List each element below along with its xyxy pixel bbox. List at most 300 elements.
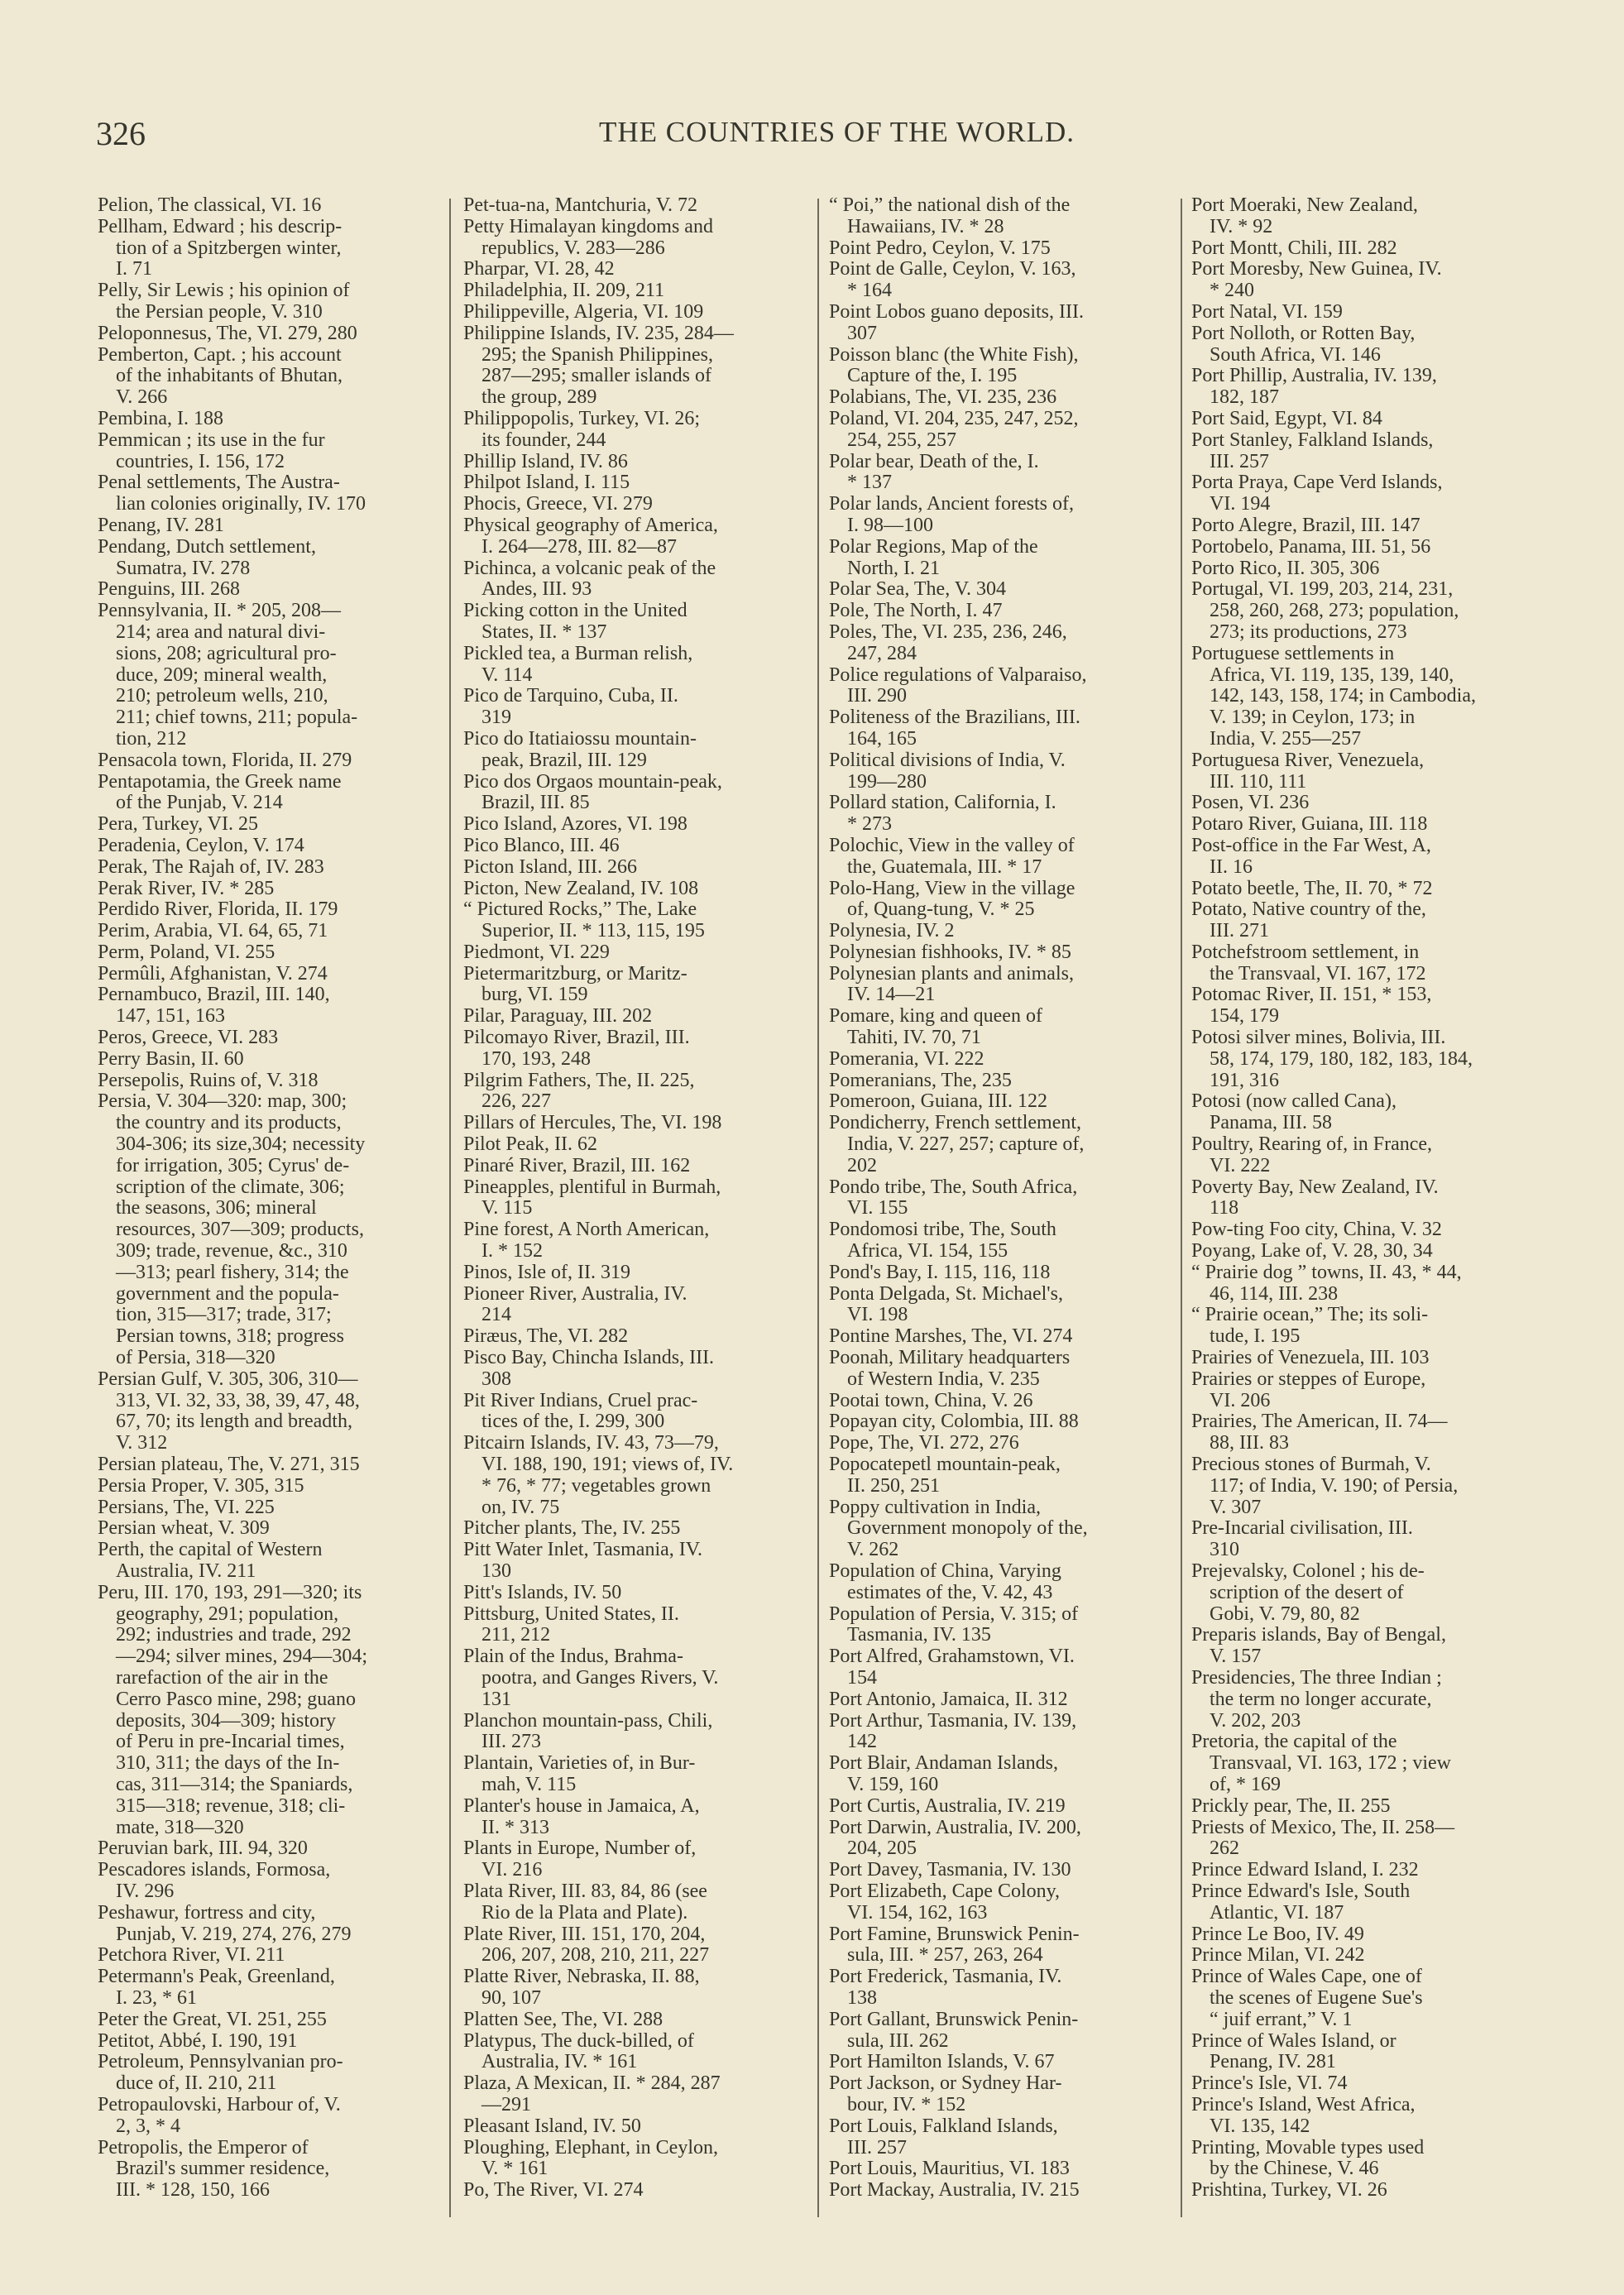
index-entry-line: Prairies or steppes of Europe, xyxy=(1191,1368,1426,1390)
index-column-1 xyxy=(98,195,453,2202)
index-entry-line: Pitcairn Islands, IV. 43, 73—79, xyxy=(463,1432,719,1454)
index-entry-line: “ juif errant,” V. 1 xyxy=(1210,2008,1353,2030)
index-entry-line: Port Mackay, Australia, IV. 215 xyxy=(829,2179,1080,2202)
index-entry-line: Prince Le Boo, IV. 49 xyxy=(1191,1923,1364,1945)
index-entry-line: Penang, IV. 281 xyxy=(98,514,224,536)
index-entry-line: Tahiti, IV. 70, 71 xyxy=(847,1027,981,1049)
index-entry-line: the term no longer accurate, xyxy=(1210,1688,1432,1710)
index-entry-line: Pomare, king and queen of xyxy=(829,1005,1042,1028)
index-entry-line: Physical geography of America, xyxy=(463,514,718,536)
index-entry xyxy=(98,879,453,900)
index-entry-line: 254, 255, 257 xyxy=(847,429,956,451)
index-entry-line: Transvaal, VI. 163, 172 ; view xyxy=(1210,1752,1451,1775)
index-entry-line: Petchora River, VI. 211 xyxy=(98,1944,285,1967)
index-entry-line: Andes, III. 93 xyxy=(481,578,592,601)
index-entry-line: Atlantic, VI. 187 xyxy=(1210,1901,1344,1924)
index-entry-line: 142 xyxy=(847,1731,877,1753)
index-entry-line: Point Pedro, Ceylon, V. 175 xyxy=(829,237,1051,259)
index-entry-line: Porto Alegre, Brazil, III. 147 xyxy=(1191,514,1420,536)
index-entry xyxy=(1191,793,1547,814)
index-entry-line: 308 xyxy=(481,1368,511,1390)
index-entry xyxy=(463,1924,819,1967)
index-entry-line: Port Said, Egypt, VI. 84 xyxy=(1191,407,1382,429)
index-entry-line: Pescadores islands, Formosa, xyxy=(98,1859,331,1881)
column-divider xyxy=(1181,199,1182,2217)
index-entry-line: bour, IV. * 152 xyxy=(847,2093,966,2115)
index-entry xyxy=(1191,323,1547,367)
index-entry-line: North, I. 21 xyxy=(847,557,940,579)
index-entry xyxy=(463,323,819,409)
index-entry-line: peak, Brazil, III. 129 xyxy=(481,749,647,771)
index-entry-line: geography, 291; population, xyxy=(116,1603,339,1625)
index-entry xyxy=(463,772,819,815)
index-entry xyxy=(1191,985,1547,1028)
index-entry-line: Punjab, V. 219, 274, 276, 279 xyxy=(116,1923,352,1945)
index-entry xyxy=(98,323,453,345)
index-entry-line: Portobelo, Panama, III. 51, 56 xyxy=(1191,535,1431,558)
index-entry xyxy=(829,1796,1185,1818)
index-entry-line: Picton, New Zealand, IV. 108 xyxy=(463,877,699,899)
index-entry-line: the country and its products, xyxy=(116,1112,342,1134)
index-entry-line: Picton Island, III. 266 xyxy=(463,855,637,878)
index-entry xyxy=(98,1518,453,1540)
index-entry-line: Pilgrim Fathers, The, II. 225, xyxy=(463,1069,695,1091)
index-entry-line: I. 23, * 61 xyxy=(116,1986,197,2009)
index-entry-line: Pietermaritzburg, or Maritz- xyxy=(463,962,687,985)
index-entry-line: —313; pearl fishery, 314; the xyxy=(116,1261,349,1283)
index-entry xyxy=(829,387,1185,409)
index-entry xyxy=(463,1326,819,1348)
index-entry-line: 88, III. 83 xyxy=(1210,1432,1289,1454)
index-entry xyxy=(829,1497,1185,1561)
index-entry-line: Tasmania, IV. 135 xyxy=(847,1624,991,1646)
index-entry xyxy=(463,1262,819,1284)
index-entry xyxy=(1191,1262,1547,1306)
index-entry xyxy=(829,1881,1185,1924)
index-column-4 xyxy=(1191,195,1547,2202)
index-entry-line: Piræus, The, VI. 282 xyxy=(463,1325,629,1348)
index-entry xyxy=(463,879,819,900)
index-entry-line: Po, The River, VI. 274 xyxy=(463,2179,644,2202)
index-entry-line: VI. 155 xyxy=(847,1197,908,1219)
index-entry-line: 90, 107 xyxy=(481,1986,541,2009)
index-entry-line: Petropaulovski, Harbour of, V. xyxy=(98,2093,341,2115)
index-entry-line: for irrigation, 305; Cyrus' de- xyxy=(116,1154,350,1176)
index-entry-line: cas, 311—314; the Spaniards, xyxy=(116,1773,353,1795)
index-entry-line: Port Arthur, Tasmania, IV. 139, xyxy=(829,1709,1077,1732)
index-entry xyxy=(829,1411,1185,1433)
index-entry-line: Persian plateau, The, V. 271, 315 xyxy=(98,1454,360,1476)
index-entry xyxy=(463,1881,819,1924)
index-entry xyxy=(463,515,819,558)
index-entry-line: Port Phillip, Australia, IV. 139, xyxy=(1191,365,1437,387)
index-entry-line: States, II. * 137 xyxy=(481,620,607,643)
index-entry-line: Pelly, Sir Lewis ; his opinion of xyxy=(98,280,350,302)
index-entry xyxy=(463,280,819,302)
index-entry-line: “ Poi,” the national dish of the xyxy=(829,194,1071,216)
index-entry xyxy=(829,836,1185,879)
index-entry-line: Perth, the capital of Western xyxy=(98,1539,323,1561)
index-entry-line: Prishtina, Turkey, VI. 26 xyxy=(1191,2179,1387,2202)
index-entry-line: 295; the Spanish Philippines, xyxy=(481,343,714,366)
index-entry-line: Port Alfred, Grahamstown, VI. xyxy=(829,1646,1075,1668)
index-entry xyxy=(98,899,453,921)
index-entry-line: Port Louis, Falkland Islands, xyxy=(829,2115,1058,2137)
index-entry-line: 262 xyxy=(1210,1837,1239,1860)
index-entry-line: V. 266 xyxy=(116,386,168,409)
index-entry-line: Potaro River, Guiana, III. 118 xyxy=(1191,813,1428,836)
index-entry-line: Pitt Water Inlet, Tasmania, IV. xyxy=(463,1539,703,1561)
index-entry-line: the, Guatemala, III. * 17 xyxy=(847,855,1042,878)
index-entry-line: 2, 3, * 4 xyxy=(116,2115,180,2137)
index-entry xyxy=(1191,942,1547,985)
index-entry-line: government and the popula- xyxy=(116,1282,339,1305)
index-entry-line: Prince Milan, VI. 242 xyxy=(1191,1944,1365,1967)
index-entry-line: Precious stones of Burmah, V. xyxy=(1191,1454,1431,1476)
index-entry-line: 206, 207, 208, 210, 211, 227 xyxy=(481,1944,710,1967)
index-entry-line: Pernambuco, Brazil, III. 140, xyxy=(98,984,330,1006)
index-entry-line: Pensacola town, Florida, II. 279 xyxy=(98,749,352,771)
index-entry-line: Platten See, The, VI. 288 xyxy=(463,2008,663,2030)
index-entry xyxy=(98,857,453,879)
index-entry xyxy=(1191,1134,1547,1177)
index-entry xyxy=(829,2010,1185,2053)
index-entry-line: Penal settlements, The Austra- xyxy=(98,472,340,494)
index-entry-line: sions, 208; agricultural pro- xyxy=(116,642,337,664)
index-entry xyxy=(98,921,453,942)
index-entry xyxy=(463,452,819,473)
index-entry-line: Prejevalsky, Colonel ; his de- xyxy=(1191,1560,1425,1582)
index-entry-line: Pioneer River, Australia, IV. xyxy=(463,1282,687,1305)
index-entry-line: Superior, II. * 113, 115, 195 xyxy=(481,920,705,942)
index-entry-line: Poland, VI. 204, 235, 247, 252, xyxy=(829,407,1079,429)
index-entry xyxy=(463,1433,819,1518)
index-entry xyxy=(98,2010,453,2031)
index-entry-line: Peros, Greece, VI. 283 xyxy=(98,1027,279,1049)
index-entry xyxy=(1191,515,1547,537)
index-entry-line: Pontine Marshes, The, VI. 274 xyxy=(829,1325,1073,1348)
index-entry xyxy=(1191,1219,1547,1241)
index-entry-line: Petroleum, Pennsylvanian pro- xyxy=(98,2051,343,2073)
index-entry-line: 214 xyxy=(481,1304,511,1326)
index-entry-line: 310, 311; the days of the In- xyxy=(116,1752,340,1775)
running-title: THE COUNTRIES OF THE WORLD. xyxy=(598,116,1075,148)
index-entry xyxy=(98,601,453,750)
index-entry-line: * 240 xyxy=(1210,280,1254,302)
index-entry xyxy=(829,1818,1185,1861)
index-entry-line: 226, 227 xyxy=(481,1090,551,1113)
index-entry xyxy=(1191,1881,1547,1924)
index-entry-line: Port Blair, Andaman Islands, xyxy=(829,1752,1059,1775)
index-entry-line: Hawaiians, IV. * 28 xyxy=(847,215,1004,237)
index-entry-line: Poonah, Military headquarters xyxy=(829,1347,1071,1369)
index-entry xyxy=(463,1604,819,1647)
index-entry-line: of, Quang-tung, V. * 25 xyxy=(847,898,1035,921)
index-entry xyxy=(1191,1924,1547,1946)
index-entry-line: Australia, IV. * 161 xyxy=(481,2051,638,2073)
index-entry xyxy=(829,1753,1185,1796)
index-entry-line: 191, 316 xyxy=(1210,1069,1279,1091)
index-entry-line: Cerro Pasco mine, 298; guano xyxy=(116,1688,356,1710)
index-entry xyxy=(1191,1177,1547,1220)
index-entry xyxy=(829,1604,1185,1647)
index-entry xyxy=(463,1518,819,1540)
index-entry xyxy=(98,2031,453,2053)
index-entry-line: Pinos, Isle of, II. 319 xyxy=(463,1261,630,1283)
index-entry-line: Polochic, View in the valley of xyxy=(829,834,1075,856)
index-entry xyxy=(829,1113,1185,1176)
index-entry-line: Pomeroon, Guiana, III. 122 xyxy=(829,1090,1047,1113)
index-entry-line: by the Chinese, V. 46 xyxy=(1210,2158,1379,2180)
index-entry-line: Pretoria, the capital of the xyxy=(1191,1731,1397,1753)
index-entry-line: Pit River Indians, Cruel prac- xyxy=(463,1389,698,1411)
index-entry xyxy=(98,985,453,1028)
index-entry-line: III. * 128, 150, 166 xyxy=(116,2179,270,2202)
index-entry-line: Priests of Mexico, The, II. 258— xyxy=(1191,1816,1455,1838)
index-entry xyxy=(1191,579,1547,643)
index-entry-line: 182, 187 xyxy=(1210,386,1279,409)
index-entry-line: Pisco Bay, Chincha Islands, III. xyxy=(463,1347,715,1369)
index-entry-line: pootra, and Ganges Rivers, V. xyxy=(481,1666,719,1689)
index-entry xyxy=(463,601,819,644)
index-entry xyxy=(463,1219,819,1262)
index-entry-line: Potosi silver mines, Bolivia, III. xyxy=(1191,1027,1446,1049)
index-entry-line: Prairies of Venezuela, III. 103 xyxy=(1191,1347,1430,1369)
index-entry-line: Perim, Arabia, VI. 64, 65, 71 xyxy=(98,920,328,942)
index-entry-line: II. 250, 251 xyxy=(847,1474,940,1497)
index-entry xyxy=(98,195,453,217)
index-entry xyxy=(829,2073,1185,2116)
index-entry-line: Planchon mountain-pass, Chili, xyxy=(463,1709,713,1732)
index-entry xyxy=(829,1967,1185,2010)
index-entry xyxy=(829,2116,1185,2159)
index-entry-line: III. 110, 111 xyxy=(1210,770,1307,793)
index-entry-line: VI. 216 xyxy=(481,1859,543,1881)
index-entry-line: V. 307 xyxy=(1210,1496,1262,1518)
index-entry xyxy=(1191,195,1547,238)
index-entry-line: Pet-tua-na, Mantchuria, V. 72 xyxy=(463,194,698,216)
index-entry xyxy=(463,2138,819,2181)
index-entry-line: Pico de Tarquino, Cuba, II. xyxy=(463,685,678,707)
index-entry xyxy=(98,579,453,601)
index-entry-line: Persia Proper, V. 305, 315 xyxy=(98,1474,304,1497)
index-entry-line: V. 115 xyxy=(481,1197,533,1219)
index-entry-line: Peloponnesus, The, VI. 279, 280 xyxy=(98,322,357,344)
index-entry-line: VI. 188, 190, 191; views of, IV. xyxy=(481,1454,734,1476)
index-entry xyxy=(98,1091,453,1368)
index-entry xyxy=(829,1924,1185,1967)
index-entry xyxy=(98,280,453,323)
index-entry-line: Pellham, Edward ; his descrip- xyxy=(98,215,343,237)
index-entry xyxy=(1191,1945,1547,1967)
index-entry-line: Perak River, IV. * 285 xyxy=(98,877,275,899)
index-entry-line: republics, V. 283—286 xyxy=(481,237,665,259)
index-entry-line: 258, 260, 268, 273; population, xyxy=(1210,600,1459,622)
index-entry xyxy=(829,579,1185,601)
index-entry xyxy=(1191,1348,1547,1369)
index-entry-line: Pilcomayo River, Brazil, III. xyxy=(463,1027,690,1049)
index-entry xyxy=(98,1967,453,2010)
index-entry-line: of Peru in pre-Incarial times, xyxy=(116,1731,345,1753)
index-entry xyxy=(98,1540,453,1583)
index-entry-line: Pico Blanco, III. 46 xyxy=(463,834,620,856)
index-entry xyxy=(1191,1796,1547,1818)
index-entry xyxy=(98,836,453,857)
index-entry-line: Pera, Turkey, VI. 25 xyxy=(98,813,259,836)
index-entry-line: 67, 70; its length and breadth, xyxy=(116,1411,352,1433)
index-entry xyxy=(1191,750,1547,793)
index-entry-line: 117; of India, V. 190; of Persia, xyxy=(1210,1474,1459,1497)
index-entry-line: of the inhabitants of Bhutan, xyxy=(116,365,343,387)
index-entry-line: Pickled tea, a Burman relish, xyxy=(463,642,693,664)
index-entry-line: 210; petroleum wells, 210, xyxy=(116,685,328,707)
index-entry-line: Prince's Island, West Africa, xyxy=(1191,2093,1416,2115)
index-entry-line: the Persian people, V. 310 xyxy=(116,300,323,323)
index-entry xyxy=(1191,1305,1547,1348)
index-entry-line: of Western India, V. 235 xyxy=(847,1368,1040,1390)
index-entry-line: Philippine Islands, IV. 235, 284— xyxy=(463,322,734,344)
index-entry-line: Pennsylvania, II. * 205, 208— xyxy=(98,600,341,622)
index-entry xyxy=(98,1476,453,1497)
index-entry-line: tion of a Spitzbergen winter, xyxy=(116,237,342,259)
index-entry-line: Polynesian plants and animals, xyxy=(829,962,1074,985)
index-entry xyxy=(463,1646,819,1710)
index-entry xyxy=(829,2052,1185,2073)
index-entry-line: mate, 318—320 xyxy=(116,1816,244,1838)
index-entry xyxy=(463,195,819,217)
index-entry-line: Peter the Great, VI. 251, 255 xyxy=(98,2008,327,2030)
index-entry xyxy=(829,942,1185,964)
index-entry-line: 138 xyxy=(847,1986,877,2009)
index-entry-line: Potomac River, II. 151, * 153, xyxy=(1191,984,1432,1006)
index-entry xyxy=(463,472,819,494)
index-entry xyxy=(98,472,453,515)
index-entry-line: Philippeville, Algeria, VI. 109 xyxy=(463,300,704,323)
index-entry xyxy=(829,1091,1185,1113)
index-entry-line: V. 139; in Ceylon, 173; in xyxy=(1210,707,1416,729)
index-entry xyxy=(829,537,1185,580)
index-entry xyxy=(829,1049,1185,1071)
index-entry-line: Port Montt, Chili, III. 282 xyxy=(1191,237,1397,259)
index-entry-line: Piedmont, VI. 229 xyxy=(463,941,610,963)
index-entry-line: Peshawur, fortress and city, xyxy=(98,1901,316,1924)
index-entry-line: Permûli, Afghanistan, V. 274 xyxy=(98,962,328,985)
index-entry-line: tion, 315—317; trade, 317; xyxy=(116,1304,332,1326)
index-entry-line: Printing, Movable types used xyxy=(1191,2136,1425,2158)
index-entry-line: I. 71 xyxy=(116,258,152,280)
index-entry-line: III. 273 xyxy=(481,1731,541,1753)
index-entry xyxy=(463,942,819,964)
index-entry xyxy=(1191,558,1547,580)
index-entry-line: Pomerania, VI. 222 xyxy=(829,1047,984,1070)
index-entry-line: III. 257 xyxy=(847,2136,907,2158)
index-entry xyxy=(1191,2095,1547,2138)
index-entry xyxy=(98,217,453,280)
index-entry xyxy=(463,644,819,687)
index-entry-line: scription of the climate, 306; xyxy=(116,1176,345,1198)
index-entry-line: 204, 205 xyxy=(847,1837,917,1860)
index-entry-line: 131 xyxy=(481,1688,511,1710)
index-entry-line: V. 114 xyxy=(481,664,533,686)
index-entry-line: VI. 198 xyxy=(847,1304,908,1326)
index-entry-line: Port Frederick, Tasmania, IV. xyxy=(829,1966,1062,1988)
index-entry xyxy=(829,1071,1185,1092)
index-entry xyxy=(98,409,453,430)
index-entry-line: Philadelphia, II. 209, 211 xyxy=(463,280,665,302)
index-entry-line: 58, 174, 179, 180, 182, 183, 184, xyxy=(1210,1047,1473,1070)
index-entry-line: 214; area and natural divi- xyxy=(116,620,326,643)
index-entry-line: Polabians, The, VI. 235, 236 xyxy=(829,386,1057,409)
index-entry-line: Pineapples, plentiful in Burmah, xyxy=(463,1176,721,1198)
index-entry-line: Brazil, III. 85 xyxy=(481,792,590,814)
index-entry-line: Pitcher plants, The, IV. 255 xyxy=(463,1517,681,1540)
index-entry xyxy=(1191,1091,1547,1134)
index-entry xyxy=(98,1945,453,1967)
index-entry-line: Poisson blanc (the White Fish), xyxy=(829,343,1079,366)
index-entry-line: V. 262 xyxy=(847,1539,899,1561)
index-entry xyxy=(829,2158,1185,2180)
index-entry-line: Pico do Itatiaiossu mountain- xyxy=(463,727,697,750)
index-entry xyxy=(463,1967,819,2010)
index-entry-line: * 137 xyxy=(847,472,892,494)
index-entry-line: —291 xyxy=(481,2093,531,2115)
index-entry-line: IV. 14—21 xyxy=(847,984,936,1006)
index-entry-line: Pow-ting Foo city, China, V. 32 xyxy=(1191,1219,1442,1241)
index-entry-line: Pinaré River, Brazil, III. 162 xyxy=(463,1154,691,1176)
index-entry-line: on, IV. 75 xyxy=(481,1496,560,1518)
column-divider xyxy=(449,199,451,2217)
index-entry-line: Government monopoly of the, xyxy=(847,1517,1088,1540)
index-entry-line: 154, 179 xyxy=(1210,1005,1279,1028)
index-entry-line: Perm, Poland, VI. 255 xyxy=(98,941,275,963)
index-entry-line: resources, 307—309; products, xyxy=(116,1219,364,1241)
index-entry-line: Sumatra, IV. 278 xyxy=(116,557,251,579)
index-entry xyxy=(463,2031,819,2074)
index-entry-line: Port Davey, Tasmania, IV. 130 xyxy=(829,1859,1071,1881)
index-entry-line: 310 xyxy=(1210,1539,1239,1561)
index-entry xyxy=(1191,2138,1547,2181)
index-entry xyxy=(829,1177,1185,1220)
index-entry-line: Posen, VI. 236 xyxy=(1191,792,1310,814)
index-entry xyxy=(98,1838,453,1860)
index-entry xyxy=(1191,899,1547,942)
index-entry xyxy=(98,2052,453,2095)
index-entry-line: rarefaction of the air in the xyxy=(116,1666,328,1689)
index-entry-line: 130 xyxy=(481,1560,511,1582)
index-entry-line: Pico Island, Azores, VI. 198 xyxy=(463,813,687,836)
index-entry-line: Plantain, Varieties of, in Bur- xyxy=(463,1752,696,1775)
index-entry-line: Pelion, The classical, VI. 16 xyxy=(98,194,322,216)
index-entry xyxy=(463,494,819,515)
index-entry xyxy=(98,1049,453,1071)
index-entry xyxy=(829,1262,1185,1284)
index-entry-line: Perdido River, Florida, II. 179 xyxy=(98,898,338,921)
index-entry-line: Point Lobos guano deposits, III. xyxy=(829,300,1084,323)
index-entry-line: Port Stanley, Falkland Islands, xyxy=(1191,429,1434,451)
index-entry-line: Poles, The, VI. 235, 236, 246, xyxy=(829,620,1067,643)
index-entry-line: Pittsburg, United States, II. xyxy=(463,1603,679,1625)
index-entry-line: —294; silver mines, 294—304; xyxy=(116,1646,367,1668)
index-entry-line: Prince of Wales Island, or xyxy=(1191,2029,1396,2052)
index-entry-line: 313, VI. 32, 33, 38, 39, 47, 48, xyxy=(116,1389,360,1411)
index-entry xyxy=(1191,836,1547,879)
index-entry-line: “ Pictured Rocks,” The, Lake xyxy=(463,898,697,921)
index-entry-line: Gobi, V. 79, 80, 82 xyxy=(1210,1603,1360,1625)
index-entry-line: Polar lands, Ancient forests of, xyxy=(829,493,1074,515)
index-entry-line: VI. 206 xyxy=(1210,1389,1271,1411)
index-entry-line: Prairies, The American, II. 74— xyxy=(1191,1411,1448,1433)
index-entry-line: V. 159, 160 xyxy=(847,1773,939,1795)
